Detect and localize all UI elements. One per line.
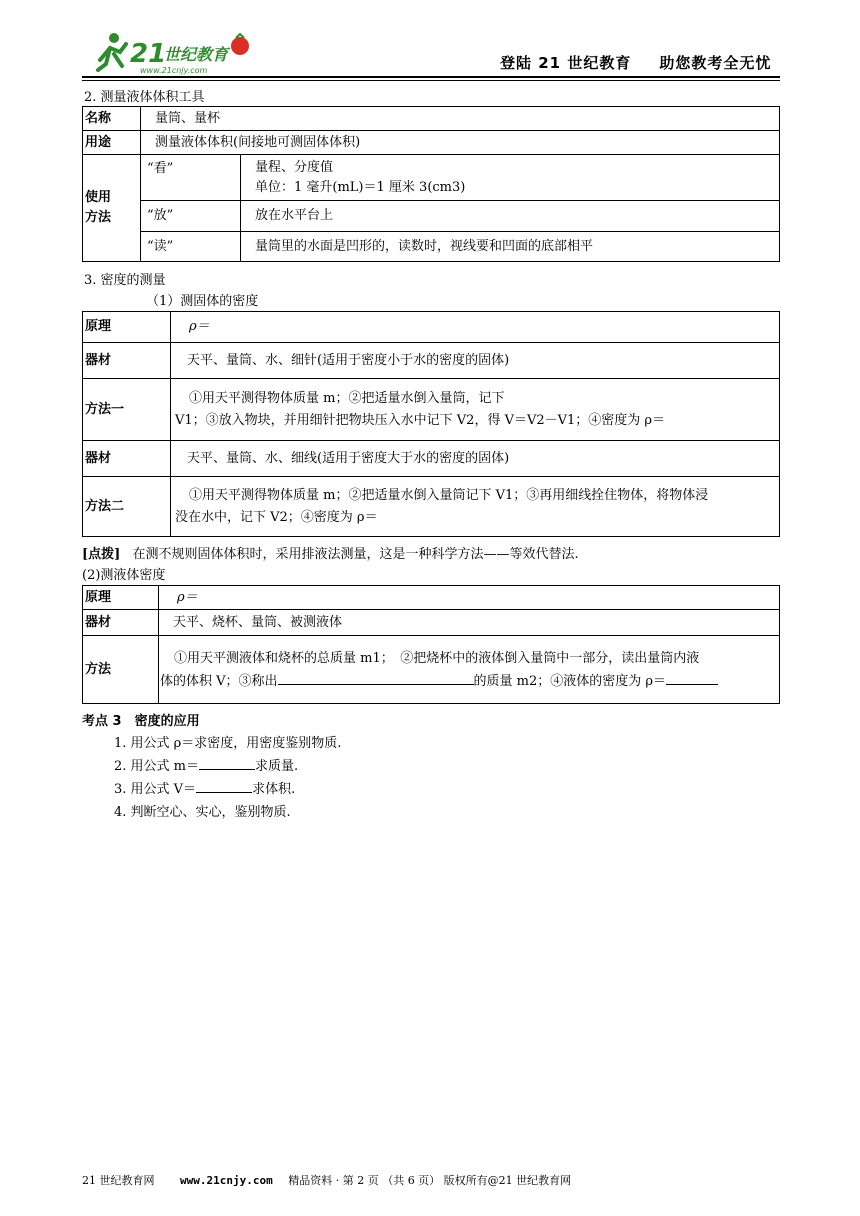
- look-line1: 量程、分度值: [255, 159, 334, 175]
- table-row: [83, 477, 780, 537]
- method1-value: [171, 379, 780, 441]
- kaodian3-item2: [114, 755, 298, 774]
- put-label: “放”: [141, 201, 241, 232]
- liquid-density-subheading: (2)测液体密度: [82, 568, 166, 583]
- equipment1-label: 器材: [83, 343, 171, 379]
- table-row: [83, 343, 780, 379]
- principle-label: 原理: [83, 312, 171, 343]
- principle-formula: ρ＝: [171, 312, 780, 343]
- liquid-method-line1: ①用天平测液体和烧杯的总质量 m1； ②把烧杯中的液体倒入量筒中一部分，读出量筒内液: [174, 650, 700, 666]
- method2-line2: 没在水中，记下 V2；④密度为 ρ＝: [175, 509, 378, 525]
- svg-text:21: 21: [130, 39, 167, 69]
- tip-label: [点拨]: [82, 547, 121, 562]
- footer-site: 21 世纪教育网: [82, 1174, 155, 1187]
- table-row: [83, 155, 780, 201]
- item3-text-b: 求体积.: [252, 782, 296, 797]
- read-value: 量筒里的水面是凹形的，读数时，视线要和凹面的底部相平: [241, 232, 780, 262]
- use-label: 用途: [83, 131, 141, 155]
- use-value: 测量液体体积(间接地可测固体体积): [141, 131, 780, 155]
- method1-line2: V1；③放入物块，并用细针把物块压入水中记下 V2，得 V＝V2－V1；④密度为 ρ＝: [175, 412, 666, 428]
- name-value: 量筒、量杯: [141, 107, 780, 131]
- liquid-equipment-label: 器材: [83, 610, 159, 636]
- table-row: [83, 610, 780, 636]
- kaodian3-item1: 1. 用公式 ρ＝求密度，用密度鉴别物质.: [114, 736, 342, 751]
- kaodian3-item3: [114, 778, 295, 797]
- liquid-method-label: 方法: [83, 636, 159, 704]
- liquid-principle-label: 原理: [83, 586, 159, 610]
- method2-line1: ①用天平测得物体质量 m；②把适量水倒入量筒记下 V1；③再用细线拴住物体，将物体浸: [189, 487, 709, 503]
- table-row: [83, 232, 780, 262]
- method2-value: [171, 477, 780, 537]
- look-line2: 单位：1 毫升(mL)＝1 厘米 3(cm3): [255, 179, 466, 195]
- table-row: [83, 131, 780, 155]
- method1-line1: ①用天平测得物体质量 m；②把适量水倒入量筒，记下: [189, 390, 505, 406]
- name-label: 名称: [83, 107, 141, 131]
- header-slogan: [500, 52, 771, 73]
- footer-page-info: 精品资料 · 第 2 页 （共 6 页） 版权所有@21 世纪教育网: [288, 1174, 572, 1187]
- liquid-method-line2-b: 的质量 m2；④液体的密度为 ρ＝: [473, 673, 667, 689]
- read-label: “读”: [141, 232, 241, 262]
- table-row: [83, 441, 780, 477]
- table-row: [83, 379, 780, 441]
- header-divider-thin: [82, 80, 780, 81]
- equipment2-label: 器材: [83, 441, 171, 477]
- table-row: [83, 636, 780, 704]
- look-value: [241, 155, 780, 201]
- liquid-method-line2-a: 体的体积 V；③称出: [160, 673, 278, 689]
- item2-text-b: 求质量.: [255, 759, 299, 774]
- solid-density-subheading: （1）测固体的密度: [146, 294, 259, 309]
- liquid-equipment-value: 天平、烧杯、量筒、被测液体: [159, 610, 780, 636]
- volume-tools-table: [82, 106, 780, 262]
- method1-label: 方法一: [83, 379, 171, 441]
- liquid-method-line2: [160, 670, 773, 693]
- kaodian3-item4: 4. 判断空心、实心，鉴别物质.: [114, 805, 291, 820]
- put-value: 放在水平台上: [241, 201, 780, 232]
- tip-line: [82, 543, 579, 562]
- look-label: “看”: [141, 155, 241, 201]
- header-divider: [82, 76, 780, 78]
- table-row: [83, 201, 780, 232]
- section3-heading: 3. 密度的测量: [84, 273, 166, 288]
- svg-text:www.21cnjy.com: www.21cnjy.com: [140, 66, 208, 75]
- slogan-right: 助您教考全无忧: [659, 54, 772, 72]
- method2-label: 方法二: [83, 477, 171, 537]
- fill-blank[interactable]: [666, 684, 718, 685]
- fill-blank[interactable]: [278, 684, 474, 685]
- item2-text-a: 2. 用公式 m＝: [114, 759, 199, 774]
- slogan-left: 登陆 21 世纪教育: [500, 54, 632, 72]
- kaodian3-heading: 考点 3 密度的应用: [82, 714, 200, 729]
- item3-text-a: 3. 用公式 V＝: [114, 782, 197, 797]
- table-row: [83, 107, 780, 131]
- liquid-density-table: [82, 585, 780, 704]
- table-row: [83, 312, 780, 343]
- fill-blank[interactable]: [196, 792, 252, 793]
- liquid-method-value: [159, 636, 780, 704]
- page-footer: [82, 1172, 571, 1188]
- equipment2-value: 天平、量筒、水、细线(适用于密度大于水的密度的固体): [171, 441, 780, 477]
- fill-blank[interactable]: [199, 769, 255, 770]
- solid-density-table: [82, 311, 780, 537]
- section2-heading: 2. 测量液体体积工具: [84, 90, 205, 105]
- equipment1-value: 天平、量筒、水、细针(适用于密度小于水的密度的固体): [171, 343, 780, 379]
- tip-text: 在测不规则固体体积时，采用排液法测量，这是一种科学方法——等效代替法.: [132, 547, 579, 562]
- svg-text:世纪教育: 世纪教育: [164, 45, 229, 64]
- method-label-line2: 方法: [85, 210, 112, 225]
- table-row: [83, 586, 780, 610]
- method-label-line1: 使用: [85, 190, 112, 205]
- footer-url[interactable]: www.21cnjy.com: [180, 1174, 273, 1187]
- site-logo: [92, 30, 262, 76]
- method-label: [83, 155, 141, 262]
- liquid-principle-formula: ρ＝: [159, 586, 780, 610]
- runner-logo-icon: [92, 30, 262, 76]
